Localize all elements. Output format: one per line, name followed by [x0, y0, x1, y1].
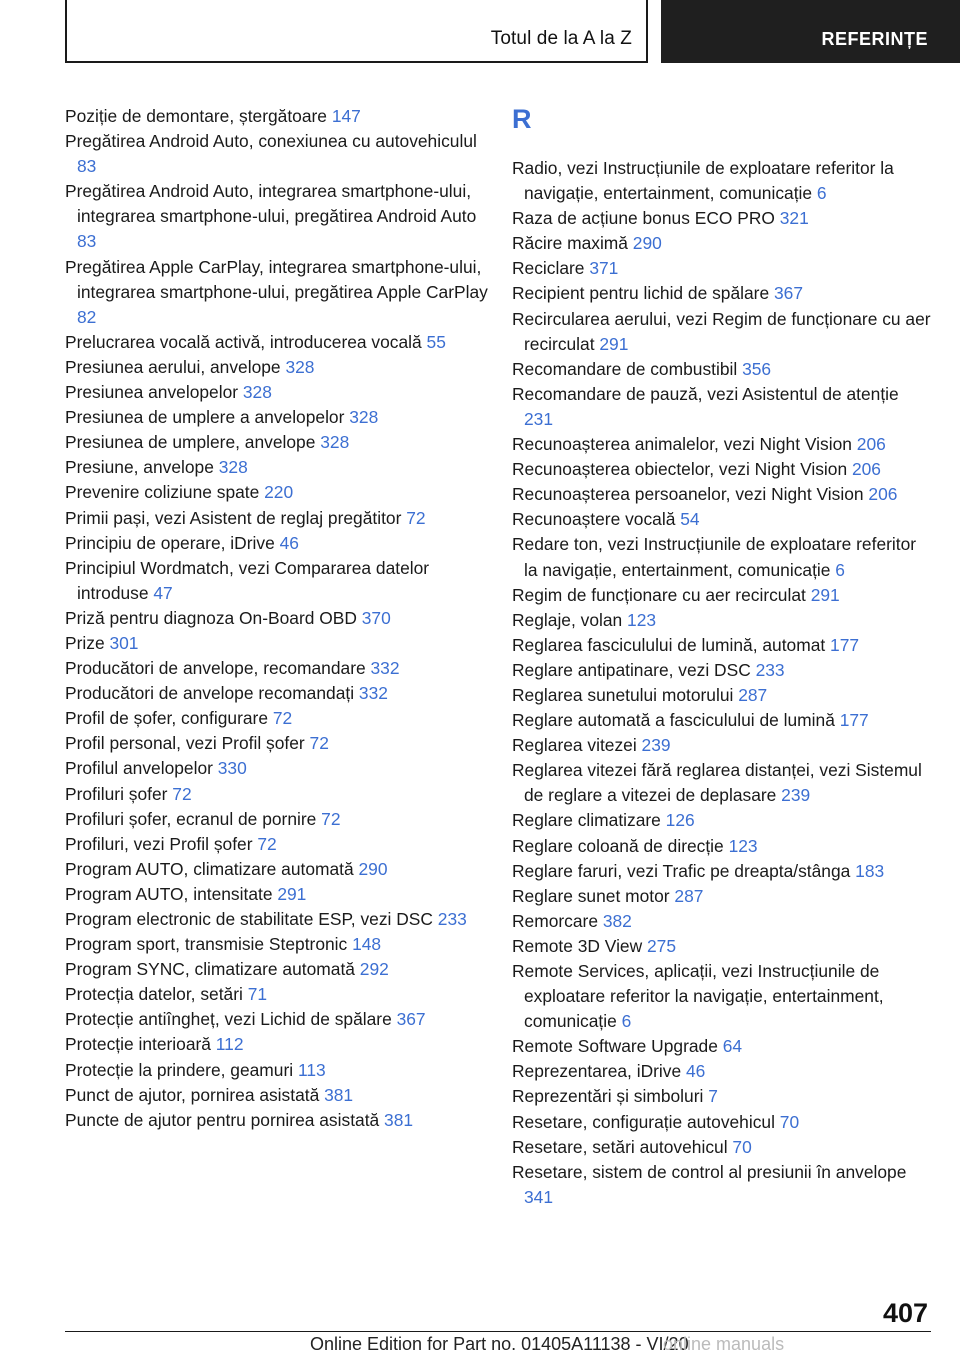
index-entry-text: Reglare coloană de direcție	[512, 835, 729, 856]
index-entry	[65, 1058, 495, 1083]
index-entry-text: Resetare, setări autovehicul	[512, 1136, 733, 1157]
index-entry	[65, 405, 495, 430]
index-entry-text: Protecție la prindere, geamuri	[65, 1059, 298, 1080]
index-entry-text: Profilul anvelopelor	[65, 758, 218, 779]
index-entry	[65, 179, 495, 254]
index-page-link[interactable]: 177	[839, 710, 869, 731]
index-entry	[512, 1135, 932, 1160]
index-page-link[interactable]: 47	[153, 582, 173, 603]
index-page-link[interactable]: 370	[361, 607, 391, 628]
index-entry	[65, 907, 495, 932]
index-entry-text: Reglaje, volan	[512, 609, 628, 630]
index-entry-text: Prelucrarea vocală activă, introducerea vocală	[65, 331, 427, 352]
index-entry	[512, 231, 932, 256]
index-entry	[65, 832, 495, 857]
index-entry	[512, 708, 932, 733]
index-entry	[512, 432, 932, 457]
index-entry-text: Presiune, anvelope	[65, 457, 219, 478]
index-entry	[65, 506, 495, 531]
footer-divider	[65, 1331, 931, 1332]
index-entry	[65, 480, 495, 505]
index-entry	[512, 658, 932, 683]
index-page-link[interactable]: 177	[830, 634, 860, 655]
index-entry-text: Reglare faruri, vezi Trafic pe dreapta/stânga	[512, 860, 856, 881]
index-entry	[512, 583, 932, 608]
index-entry-text: Principiul Wordmatch, vezi Compararea datelor introduse	[65, 557, 430, 603]
index-entry	[65, 756, 495, 781]
index-page-link[interactable]: 328	[285, 356, 315, 377]
index-entry-text: Resetare, sistem de control al presiunii în anvelope	[512, 1161, 907, 1182]
index-page-link[interactable]: 46	[685, 1061, 706, 1082]
index-page-link[interactable]: 148	[352, 934, 382, 955]
index-page-link[interactable]: 6	[621, 1011, 632, 1032]
index-entry	[65, 430, 495, 455]
index-page-link[interactable]: 367	[396, 1009, 426, 1030]
index-entry	[65, 932, 495, 957]
index-entry-text: Recunoaștere vocală	[512, 509, 681, 530]
footer-edition: Online Edition for Part no. 01405A11138 - VI/20	[310, 1334, 689, 1354]
index-entry	[65, 330, 495, 355]
index-entry-text: Producători de anvelope, recomandare	[65, 658, 371, 679]
index-entry-text: Poziție de demontare, ștergătoare	[65, 106, 332, 126]
index-entry	[512, 206, 932, 231]
index-entry	[65, 782, 495, 807]
index-entry	[512, 382, 932, 432]
index-entry-text: Remote Software Upgrade	[512, 1036, 723, 1057]
index-page-link[interactable]: 206	[856, 434, 886, 455]
index-page-link[interactable]: 231	[524, 408, 554, 429]
index-entry-text: Reglare climatizare	[512, 810, 666, 831]
index-entry-text: Prize	[65, 632, 110, 653]
index-page-link[interactable]: 123	[627, 609, 657, 630]
index-page-link[interactable]: 71	[247, 984, 268, 1005]
index-entry	[512, 959, 932, 1034]
index-page-link[interactable]: 6	[816, 183, 827, 204]
index-page-link[interactable]: 275	[647, 935, 677, 956]
index-entries-r	[512, 156, 932, 1210]
index-page-link[interactable]: 82	[77, 306, 97, 327]
index-page-link[interactable]: 328	[218, 457, 248, 478]
index-entry	[512, 457, 932, 482]
index-entry-text: Reciclare	[512, 258, 590, 279]
index-page-link[interactable]: 371	[589, 258, 619, 279]
index-entry	[65, 1083, 495, 1108]
index-page-link[interactable]: 239	[641, 735, 671, 756]
index-entry-text: Primii pași, vezi Asistent de reglaj pregătitor	[65, 507, 407, 528]
index-entry-text: Reglarea vitezei	[512, 735, 642, 756]
index-page-link[interactable]: 382	[602, 910, 632, 931]
index-entry-text: Program SYNC, climatizare automată	[65, 959, 360, 980]
index-entry-text: Răcire maximă	[512, 233, 633, 254]
index-entry	[512, 884, 932, 909]
index-page-link[interactable]: 301	[109, 632, 139, 653]
index-entry	[512, 1084, 932, 1109]
index-entry	[512, 859, 932, 884]
header-section-box	[65, 0, 648, 63]
index-entry	[512, 507, 932, 532]
index-entry-text: Producători de anvelope recomandați	[65, 683, 359, 704]
index-page-link[interactable]: 7	[708, 1086, 718, 1107]
index-page-link[interactable]: 112	[215, 1034, 244, 1055]
page-number: 407	[882, 1298, 928, 1328]
index-page-link[interactable]: 290	[358, 858, 388, 879]
index-page-link[interactable]: 64	[722, 1036, 743, 1057]
index-entry	[65, 129, 495, 179]
index-entry	[512, 482, 932, 507]
index-entry-text: Recipient pentru lichid de spălare	[512, 283, 774, 304]
index-entry-text: Remote 3D View	[512, 935, 647, 956]
index-page-link[interactable]: 72	[172, 783, 192, 804]
index-page-link[interactable]: 381	[324, 1084, 354, 1105]
index-entry-text: Regim de funcționare cu aer recirculat	[512, 584, 811, 605]
index-page-link[interactable]: 83	[77, 156, 97, 177]
index-entry	[512, 281, 932, 306]
index-page-link[interactable]: 220	[264, 482, 294, 503]
index-page-link[interactable]: 46	[279, 532, 299, 553]
index-entry-text: Program electronic de stabilitate ESP, vezi DSC	[65, 909, 438, 929]
index-entry	[512, 1059, 932, 1084]
index-entry-text: Program AUTO, climatizare automată	[65, 858, 359, 879]
index-entry	[65, 631, 495, 656]
index-entry	[65, 656, 495, 681]
index-page-link[interactable]: 291	[599, 333, 629, 354]
index-entry	[512, 934, 932, 959]
index-page-link[interactable]: 147	[331, 106, 361, 126]
index-entry	[512, 307, 932, 357]
index-entry-text: Recunoașterea obiectelor, vezi Night Vision	[512, 459, 852, 480]
index-entry-text: Remote Services, aplicații, vezi Instrucțiunile de exploatare referitor la navigație, entertainment, comunicație	[512, 961, 884, 1032]
index-entry-text: Profil personal, vezi Profil șofer	[65, 733, 310, 754]
index-entry-text: Presiunea anvelopelor	[65, 382, 243, 403]
index-entry-text: Recunoașterea persoanelor, vezi Night Vision	[512, 484, 869, 505]
index-entry-text: Presiunea aerului, anvelope	[65, 356, 286, 377]
index-entry-text: Recircularea aerului, vezi Regim de funcționare cu aer recirculat	[512, 308, 931, 354]
index-entry-text: Presiunea de umplere a anvelopelor	[65, 407, 350, 428]
index-entry	[512, 1034, 932, 1059]
index-page-link[interactable]: 328	[320, 432, 350, 453]
index-entry	[65, 104, 495, 129]
index-page-link[interactable]: 356	[742, 358, 772, 379]
index-entry	[65, 957, 495, 982]
index-entry-text: Puncte de ajutor pentru pornirea asistată	[65, 1109, 385, 1130]
index-page-link[interactable]: 126	[665, 810, 695, 831]
index-entry-text: Radio, vezi Instrucțiunile de exploatare referitor la navigație, entertainment, comunicație	[512, 158, 894, 204]
index-entry-text: Principiu de operare, iDrive	[65, 532, 280, 553]
index-column-left	[65, 104, 495, 1133]
index-entry	[65, 606, 495, 631]
index-entry	[65, 731, 495, 756]
index-entry	[512, 733, 932, 758]
index-page-link[interactable]: 6	[835, 559, 845, 580]
index-page-link[interactable]: 72	[272, 708, 293, 729]
index-entry	[512, 633, 932, 658]
index-entry	[512, 683, 932, 708]
index-entry	[65, 255, 495, 330]
index-page-link[interactable]: 206	[868, 484, 898, 505]
index-entry-text: Recomandare de pauză, vezi Asistentul de atenție	[512, 383, 899, 404]
index-entry	[512, 608, 932, 633]
index-entry-text: Protecția datelor, setări	[65, 984, 248, 1005]
index-page-link[interactable]: 54	[680, 509, 700, 530]
index-entry	[65, 706, 495, 731]
index-entry-text: Recunoașterea animalelor, vezi Night Vision	[512, 434, 857, 455]
index-entry	[65, 355, 495, 380]
index-entry-text: Reprezentări și simboluri	[512, 1086, 709, 1107]
index-entry-text: Program AUTO, intensitate	[65, 883, 278, 904]
index-page-link[interactable]: 328	[242, 382, 272, 403]
index-entry	[65, 556, 495, 606]
index-entry-text: Prevenire coliziune spate	[65, 482, 265, 503]
index-entry	[65, 531, 495, 556]
index-entry-text: Program sport, transmisie Steptronic	[65, 934, 353, 955]
index-entry	[512, 532, 932, 582]
index-entry-text: Pregătirea Android Auto, conexiunea cu autovehiculul	[65, 131, 477, 152]
index-page-link[interactable]: 332	[370, 658, 400, 679]
index-entry-text: Redare ton, vezi Instrucțiunile de exploatare referitor la navigație, entertainment, comunicație	[512, 534, 917, 580]
index-page-link[interactable]: 123	[728, 835, 758, 856]
index-entry-text: Recomandare de combustibil	[512, 358, 743, 379]
index-entry-text: Protecție antiîngheț, vezi Lichid de spălare	[65, 1009, 397, 1030]
index-page-link[interactable]: 321	[779, 208, 809, 229]
index-entry-text: Punct de ajutor, pornirea asistată	[65, 1084, 325, 1105]
index-entry	[65, 982, 495, 1007]
index-entry-text: Profiluri șofer	[65, 783, 173, 804]
index-entry	[512, 1110, 932, 1135]
index-page-link[interactable]: 328	[349, 407, 379, 428]
index-entry-text: Reglare sunet motor	[512, 885, 675, 906]
index-entry-text: Pregătirea Android Auto, integrarea smartphone-ului, integrarea smartphone-ului, pregătirea Android Auto	[65, 181, 477, 227]
index-entry-text: Reglarea vitezei fără reglarea distanței, vezi Sistemul de reglare a vitezei de deplasare	[512, 760, 922, 806]
index-entry-text: Priză pentru diagnoza On-Board OBD	[65, 607, 362, 628]
chapter-title: REFERINȚE	[821, 29, 928, 49]
index-entry	[512, 808, 932, 833]
index-page-link[interactable]: 291	[277, 883, 307, 904]
index-entry	[65, 1108, 495, 1133]
index-page-link[interactable]: 83	[77, 231, 97, 252]
index-entry-text: Reglare antipatinare, vezi DSC	[512, 659, 756, 680]
index-page-link[interactable]: 330	[217, 758, 247, 779]
footer-watermark: online manuals	[663, 1334, 785, 1354]
index-page-link[interactable]: 332	[358, 683, 388, 704]
index-entry	[65, 380, 495, 405]
index-page-link[interactable]: 239	[781, 785, 811, 806]
index-page-link[interactable]: 367	[773, 283, 803, 304]
index-entry-text: Pregătirea Apple CarPlay, integrarea smartphone-ului, integrarea smartphone-ului, pregătirea Apple CarPlay	[65, 256, 488, 302]
header-chapter-box	[661, 0, 960, 63]
index-page-link[interactable]: 381	[384, 1109, 414, 1130]
index-entry	[65, 857, 495, 882]
index-page-link[interactable]: 72	[406, 507, 426, 528]
index-entry-text: Profil de șofer, configurare	[65, 708, 273, 729]
index-entry-text: Raza de acțiune bonus ECO PRO	[512, 208, 780, 229]
index-entry	[65, 681, 495, 706]
index-entry	[512, 1160, 932, 1210]
index-page-link[interactable]: 70	[732, 1136, 752, 1157]
index-entry	[512, 758, 932, 808]
index-page-link[interactable]: 70	[779, 1111, 800, 1132]
index-page-link[interactable]: 292	[359, 959, 389, 980]
index-entry-text: Reglarea sunetului motorului	[512, 684, 739, 705]
index-page-link[interactable]: 290	[632, 233, 662, 254]
index-page-link[interactable]: 55	[426, 331, 446, 352]
index-entry-text: Protecție interioară	[65, 1034, 216, 1055]
index-entry-text: Resetare, configurație autovehicul	[512, 1111, 780, 1132]
index-entry	[65, 882, 495, 907]
index-page-link[interactable]: 72	[257, 833, 277, 854]
index-page-link[interactable]: 72	[309, 733, 329, 754]
index-entry-text: Presiunea de umplere, anvelope	[65, 432, 321, 453]
index-entry-text: Remorcare	[512, 910, 603, 931]
index-entry	[512, 256, 932, 281]
index-page-link[interactable]: 233	[755, 659, 785, 680]
index-page-link[interactable]: 233	[437, 909, 467, 929]
index-entry	[65, 1007, 495, 1032]
index-entry	[65, 1032, 495, 1057]
section-title: Totul de la A la Z	[490, 28, 632, 49]
index-page-link[interactable]: 341	[524, 1186, 554, 1207]
index-page-link[interactable]: 206	[851, 459, 881, 480]
index-letter-heading: R	[512, 104, 532, 134]
index-entry	[512, 834, 932, 859]
index-column-right	[512, 104, 932, 1210]
index-entry	[65, 807, 495, 832]
index-page-link[interactable]: 183	[855, 860, 885, 881]
index-entry-text: Reprezentarea, iDrive	[512, 1061, 686, 1082]
index-entry	[65, 455, 495, 480]
index-page-link[interactable]: 113	[297, 1059, 326, 1080]
index-page-link[interactable]: 287	[674, 885, 704, 906]
index-entry-text: Reglare automată a fasciculului de lumină	[512, 710, 840, 731]
index-page-link[interactable]: 291	[810, 584, 840, 605]
index-entry-text: Profiluri, vezi Profil șofer	[65, 833, 258, 854]
index-page-link[interactable]: 287	[738, 684, 768, 705]
index-page-link[interactable]: 72	[321, 808, 341, 829]
index-entry	[512, 156, 932, 206]
index-entry-text: Profiluri șofer, ecranul de pornire	[65, 808, 322, 829]
index-entry-text: Reglarea fasciculului de lumină, automat	[512, 634, 831, 655]
index-entry	[512, 357, 932, 382]
index-entry	[512, 909, 932, 934]
